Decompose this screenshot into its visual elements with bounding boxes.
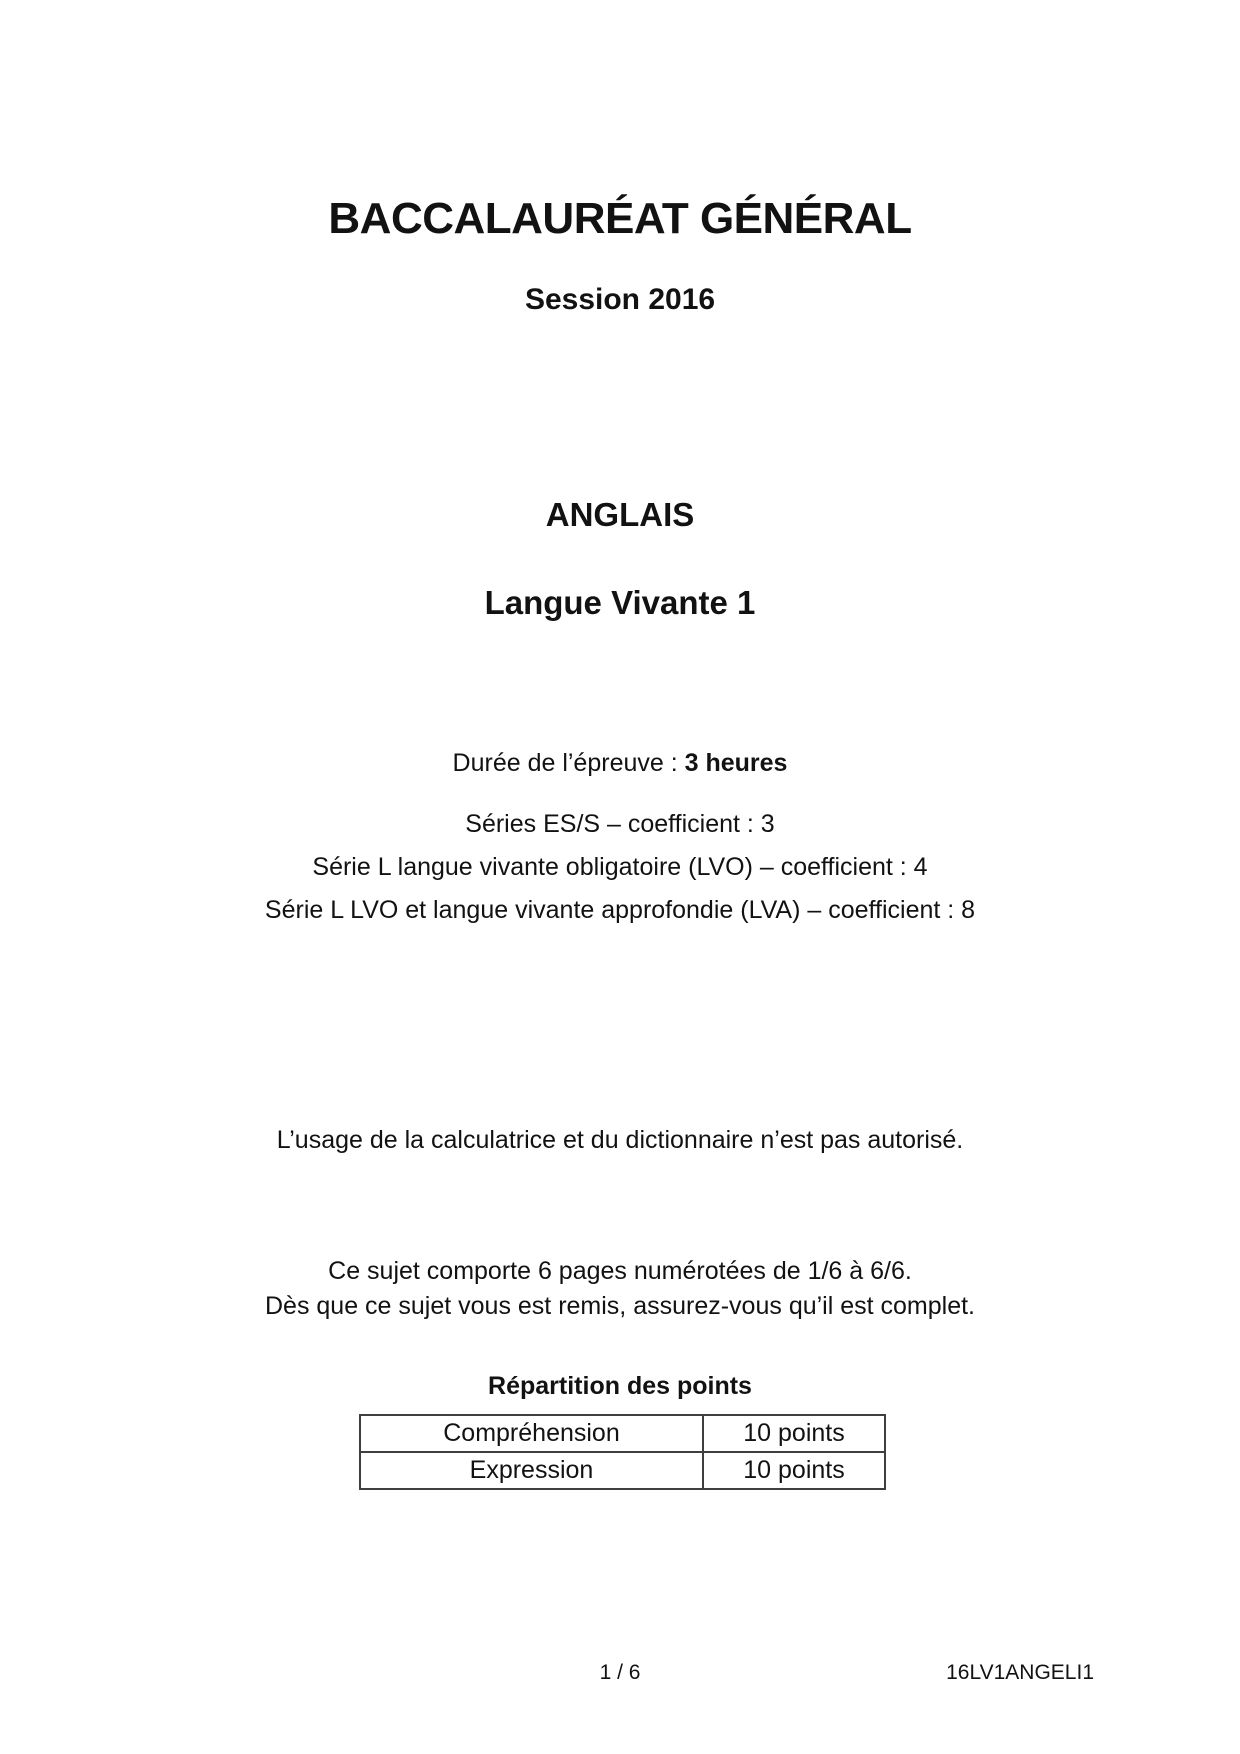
document-code: 16LV1ANGELI1 <box>946 1661 1094 1684</box>
series-line-l-lvo: Série L langue vivante obligatoire (LVO) – coefficient : 4 <box>312 853 928 881</box>
points-distribution-table <box>359 1414 886 1490</box>
series-line-es-s: Séries ES/S – coefficient : 3 <box>465 810 775 838</box>
table-cell-comprehension-label: Compréhension <box>360 1415 703 1452</box>
page-number: 1 / 6 <box>599 1661 641 1684</box>
table-cell-expression-points: 10 points <box>703 1452 885 1489</box>
duration-line <box>0 749 1240 778</box>
completeness-check-info: Dès que ce sujet vous est remis, assurez-vous qu’il est complet. <box>264 1292 976 1320</box>
duration-label: Durée de l’épreuve : <box>452 749 685 777</box>
table-row-comprehension <box>360 1415 885 1452</box>
pages-count-info: Ce sujet comporte 6 pages numérotées de 1/6 à 6/6. <box>328 1257 912 1285</box>
session-label: Session 2016 <box>524 283 716 316</box>
subject-title: ANGLAIS <box>545 496 695 533</box>
table-cell-comprehension-points: 10 points <box>703 1415 885 1452</box>
page-title: BACCALAURÉAT GÉNÉRAL <box>328 194 912 243</box>
table-cell-expression-label: Expression <box>360 1452 703 1489</box>
page-footer <box>0 1661 1240 1691</box>
duration-value: 3 heures <box>684 749 788 777</box>
subject-subtitle: Langue Vivante 1 <box>484 584 756 621</box>
series-line-l-lva: Série L LVO et langue vivante approfondie (LVA) – coefficient : 8 <box>264 896 976 924</box>
calculator-dictionary-notice: L’usage de la calculatrice et du dictionnaire n’est pas autorisé. <box>276 1126 964 1154</box>
table-row-expression <box>360 1452 885 1489</box>
points-distribution-heading: Répartition des points <box>488 1372 752 1400</box>
